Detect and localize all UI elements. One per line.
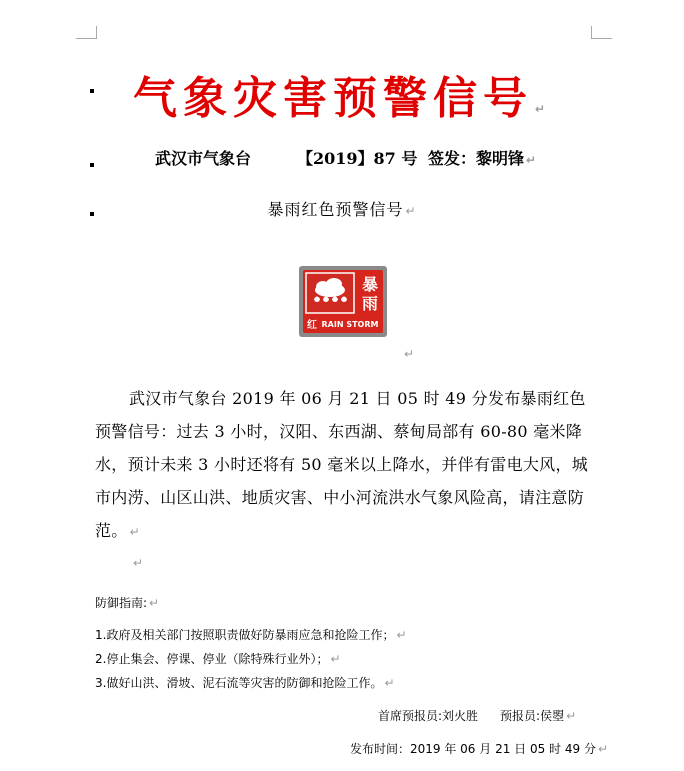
paragraph-mark: ↵ <box>133 556 144 570</box>
icon-english-label: RAIN STORM <box>321 320 379 329</box>
forecaster: 预报员:侯曌 <box>500 709 565 723</box>
rainstorm-warning-icon <box>299 266 387 337</box>
defense-guide-item: 3.做好山洪、滑坡、泥石流等灾害的防御和抢险工作。 ↵ <box>95 676 395 690</box>
paragraph-mark: ↵ <box>404 347 415 361</box>
forecasters: 首席预报员:刘火胜 预报员:侯曌 ↵ <box>378 709 577 723</box>
defense-guide-title: 防御指南: ↵ <box>95 596 160 610</box>
document-title: 气象灾害预警信号 ↵ <box>132 73 552 124</box>
issued-time: 发布时间：2019 年 06 月 21 日 05 时 49 分 ↵ <box>350 742 609 756</box>
warning-body-paragraph: 武汉市气象台 2019 年 06 月 21 日 05 时 49 分发布暴雨红色预警信号：过去 3 小时，汉阳、东西湖、蔡甸局部有 60-80 毫米降水，预计未来 3 小时还将有 50 毫米以上降水，并伴有雷电大风，城市内涝、山区山洪、地质灾害、中小河流洪水气象风险高，请注意防范。 ↵ <box>95 389 589 540</box>
chief-forecaster: 首席预报员:刘火胜 <box>378 709 479 723</box>
icon-char-top: 暴 <box>361 275 379 294</box>
page-corner-marker-top-right <box>591 26 612 39</box>
warning-subtitle: 暴雨红色预警信号 ↵ <box>267 200 417 219</box>
document-number: 【2019】87 号 <box>297 149 418 168</box>
signer: 签发：黎明锋 ↵ <box>428 149 537 168</box>
page-corner-marker-top-left <box>76 26 97 39</box>
issuer: 武汉市气象台 <box>155 149 252 168</box>
defense-guide-item: 1.政府及相关部门按照职责做好防暴雨应急和抢险工作； ↵ <box>95 628 407 642</box>
defense-guide-item: 2.停止集会、停课、停业（除特殊行业外）； ↵ <box>95 652 341 666</box>
icon-char-bottom: 雨 <box>361 294 379 313</box>
list-bullet <box>90 163 94 167</box>
icon-color-label: 红 <box>307 320 317 331</box>
